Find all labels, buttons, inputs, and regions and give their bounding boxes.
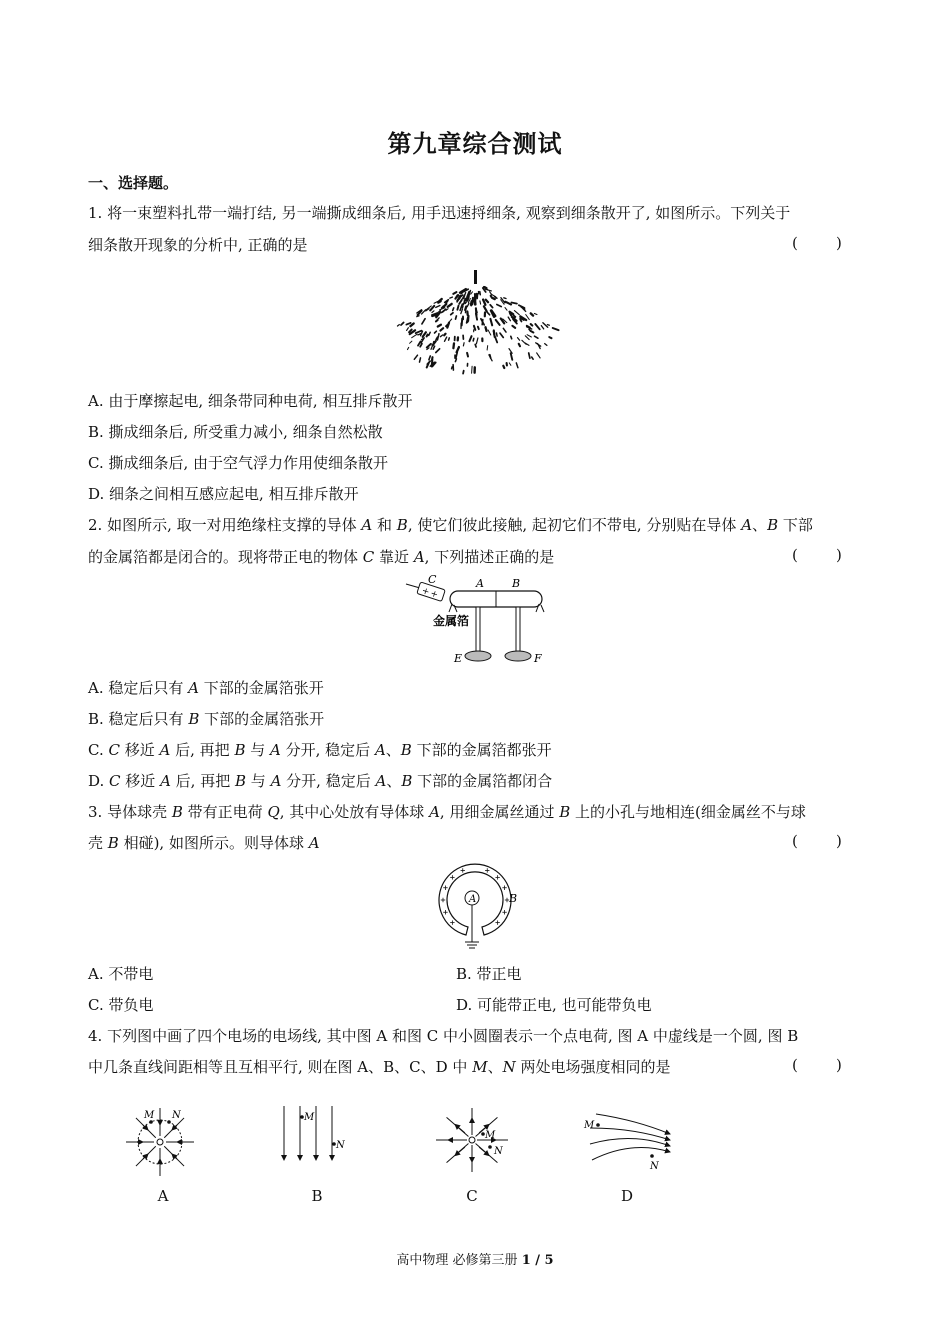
- point-m: M: [485, 1130, 496, 1141]
- q1-option-a: A. 由于摩擦起电, 细条带同种电荷, 相互排斥散开: [88, 392, 413, 410]
- q3-option-a: A. 不带电: [88, 965, 154, 983]
- q1-answer-blank: ( ): [792, 234, 842, 252]
- q1-stem-line1: 1. 将一束塑料扎带一端打结, 另一端撕成细条后, 用手迅速捋细条, 观察到细条散开了, 如图所示。下列关于: [88, 204, 791, 222]
- point-n: N: [650, 1161, 659, 1172]
- q4-answer-blank: ( ): [792, 1056, 842, 1074]
- label-e: E: [454, 652, 463, 665]
- field-diagram-d: [582, 1106, 682, 1176]
- q3-option-d: D. 可能带正电, 也可能带负电: [456, 996, 652, 1014]
- field-label-d: D: [620, 1187, 634, 1205]
- q3-stem-line2: 壳 B 相碰), 如图所示。则导体球 A: [88, 834, 320, 852]
- q3-stem-line1: 3. 导体球壳 B 带有正电荷 Q, 其中心处放有导体球 A, 用细金属丝通过 B 上的小孔与地相连(细金属丝不与球: [88, 803, 806, 821]
- page-footer: 高中物理 必修第三册 1 / 5: [396, 1253, 554, 1268]
- q4-stem-line2: 中几条直线间距相等且互相平行, 则在图 A、B、C、D 中 M、N 两处电场强度相同的是: [88, 1058, 671, 1076]
- q2-option-b: B. 稳定后只有 B 下部的金属箔张开: [88, 710, 325, 728]
- field-diagram-c: [430, 1104, 514, 1176]
- label-b: B: [509, 892, 518, 905]
- label-foil: 金属箔: [433, 614, 470, 628]
- q2-option-a: A. 稳定后只有 A 下部的金属箔张开: [88, 679, 324, 697]
- q3-option-b: B. 带正电: [456, 965, 522, 983]
- q1-option-b: B. 撕成细条后, 所受重力减小, 细条自然松散: [88, 423, 383, 441]
- charged-rod-c: [406, 573, 445, 602]
- point-m: M: [584, 1120, 595, 1131]
- svg-text:A: A: [469, 894, 477, 905]
- field-diagram-b: [276, 1104, 345, 1166]
- q2-option-d: D. C 移近 A 后, 再把 B 与 A 分开, 稳定后 A、B 下部的金属箔都闭合: [88, 772, 553, 790]
- q1-plastic-strips-figure: [418, 270, 538, 375]
- q2-answer-blank: ( ): [792, 546, 842, 564]
- point-m: M: [304, 1112, 315, 1123]
- q3-spherical-shell-figure: [425, 854, 525, 950]
- q1-option-d: D. 细条之间相互感应起电, 相互排斥散开: [88, 485, 359, 503]
- point-n: N: [336, 1140, 345, 1151]
- field-label-c: C: [466, 1187, 478, 1205]
- q3-answer-blank: ( ): [792, 832, 842, 850]
- svg-text:+: +: [420, 586, 431, 598]
- q4-stem-line1: 4. 下列图中画了四个电场的电场线, 其中图 A 和图 C 中小圆圈表示一个点电荷, 图 A 中虚线是一个圆, 图 B: [88, 1027, 799, 1045]
- svg-text:+: +: [428, 588, 440, 601]
- q2-conductors-figure: [400, 574, 560, 670]
- page-title: 第九章综合测试: [387, 129, 563, 158]
- label-c: C: [428, 573, 437, 586]
- field-label-a: A: [157, 1187, 169, 1205]
- section-heading: 一、选择题。: [88, 174, 179, 192]
- q1-stem-line2: 细条散开现象的分析中, 正确的是: [88, 236, 308, 254]
- field-diagram-a: [124, 1104, 204, 1174]
- q2-stem-line2: 的金属箔都是闭合的。现将带正电的物体 C 靠近 A, 下列描述正确的是: [88, 548, 555, 566]
- q2-option-c: C. C 移近 A 后, 再把 B 与 A 分开, 稳定后 A、B 下部的金属箔都张开: [88, 741, 552, 759]
- field-label-b: B: [311, 1187, 323, 1205]
- q3-option-c: C. 带负电: [88, 996, 154, 1014]
- point-m: M: [144, 1110, 155, 1121]
- label-b: B: [512, 577, 521, 590]
- label-a: A: [476, 577, 484, 590]
- point-n: N: [172, 1110, 181, 1121]
- page-number: 1 / 5: [521, 1253, 554, 1268]
- q1-option-c: C. 撕成细条后, 由于空气浮力作用使细条散开: [88, 454, 389, 472]
- point-n: N: [494, 1146, 503, 1157]
- label-f: F: [534, 652, 542, 665]
- q2-stem-line1: 2. 如图所示, 取一对用绝缘柱支撑的导体 A 和 B, 使它们彼此接触, 起初它们不带电, 分别贴在导体 A、B 下部: [88, 516, 813, 534]
